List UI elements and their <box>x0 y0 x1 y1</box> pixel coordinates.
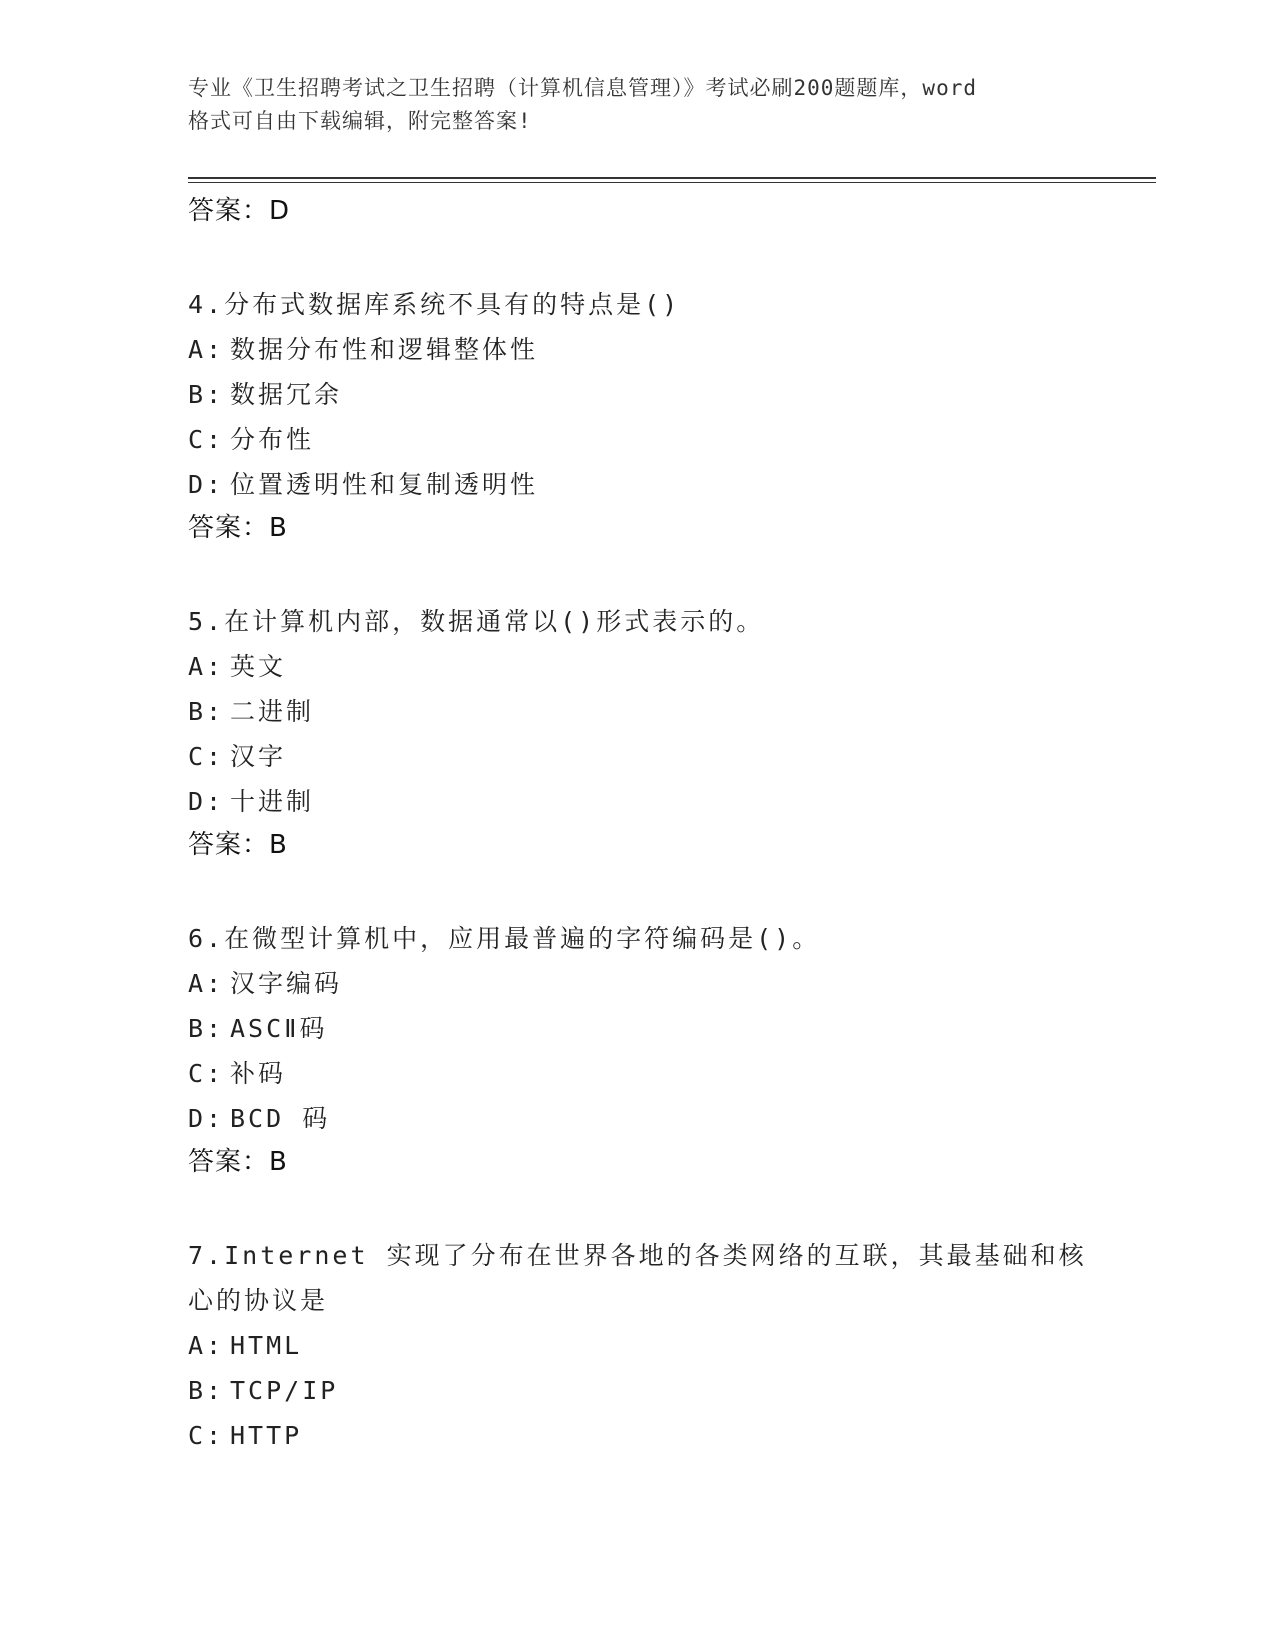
answer-line: 答案：B <box>188 513 288 543</box>
question-text-line-2: 心的协议是 <box>188 1286 329 1315</box>
option-text: TCP/IP <box>230 1376 339 1405</box>
option-a <box>188 1323 1088 1368</box>
option-letter: C: <box>188 742 225 771</box>
question-block <box>188 282 1088 549</box>
option-letter: A: <box>188 969 225 998</box>
option-letter: B: <box>188 380 225 409</box>
option-a <box>188 327 1088 372</box>
question-text: 4.分布式数据库系统不具有的特点是() <box>188 290 681 319</box>
option-letter: A: <box>188 1331 225 1360</box>
answer-line: 答案：D <box>188 196 291 226</box>
spacer <box>188 866 1088 916</box>
option-b <box>188 689 1088 734</box>
option-a <box>188 644 1088 689</box>
option-c <box>188 417 1088 462</box>
option-c <box>188 1413 1088 1458</box>
document-header <box>188 72 1088 138</box>
option-c <box>188 1051 1088 1096</box>
option-b <box>188 1368 1088 1413</box>
option-text: ASCⅡ码 <box>230 1014 328 1043</box>
option-text: 补码 <box>230 1059 287 1088</box>
option-letter: B: <box>188 697 225 726</box>
option-d <box>188 1096 1088 1141</box>
option-letter: C: <box>188 1059 225 1088</box>
question-text: 5.在计算机内部，数据通常以()形式表示的。 <box>188 607 765 636</box>
option-text: HTTP <box>230 1421 303 1450</box>
answer-line: 答案：B <box>188 1147 288 1177</box>
header-divider-thick <box>188 177 1156 179</box>
option-letter: B: <box>188 1014 225 1043</box>
header-line-1: 专业《卫生招聘考试之卫生招聘（计算机信息管理）》考试必刷200题题库，word <box>188 76 977 100</box>
question-block <box>188 1233 1088 1458</box>
header-divider-thin <box>188 182 1156 183</box>
option-letter: A: <box>188 335 225 364</box>
option-text: 汉字 <box>230 742 287 771</box>
option-letter: D: <box>188 787 225 816</box>
option-text: 汉字编码 <box>230 969 343 998</box>
question-text: 6.在微型计算机中，应用最普遍的字符编码是()。 <box>188 924 821 953</box>
option-letter: C: <box>188 425 225 454</box>
option-text: HTML <box>230 1331 303 1360</box>
question-list <box>188 190 1088 1458</box>
option-text: 十进制 <box>230 787 315 816</box>
option-letter: A: <box>188 652 225 681</box>
spacer <box>188 1183 1088 1233</box>
option-c <box>188 734 1088 779</box>
option-b <box>188 1006 1088 1051</box>
option-text: 英文 <box>230 652 287 681</box>
option-letter: B: <box>188 1376 225 1405</box>
option-text: 数据冗余 <box>230 380 343 409</box>
option-text: 位置透明性和复制透明性 <box>230 470 539 499</box>
question-text-line-1: 7.Internet 实现了分布在世界各地的各类网络的互联，其最基础和核 <box>188 1241 1087 1270</box>
option-letter: D: <box>188 1104 225 1133</box>
spacer <box>188 232 1088 282</box>
option-text: 分布性 <box>230 425 315 454</box>
option-d <box>188 462 1088 507</box>
option-letter: D: <box>188 470 225 499</box>
question-block <box>188 916 1088 1183</box>
option-a <box>188 961 1088 1006</box>
header-line-2: 格式可自由下载编辑，附完整答案! <box>188 109 532 133</box>
option-d <box>188 779 1088 824</box>
option-letter: C: <box>188 1421 225 1450</box>
option-text: BCD 码 <box>230 1104 331 1133</box>
option-b <box>188 372 1088 417</box>
answer-line: 答案：B <box>188 830 288 860</box>
option-text: 数据分布性和逻辑整体性 <box>230 335 539 364</box>
question-block <box>188 599 1088 866</box>
spacer <box>188 549 1088 599</box>
option-text: 二进制 <box>230 697 315 726</box>
